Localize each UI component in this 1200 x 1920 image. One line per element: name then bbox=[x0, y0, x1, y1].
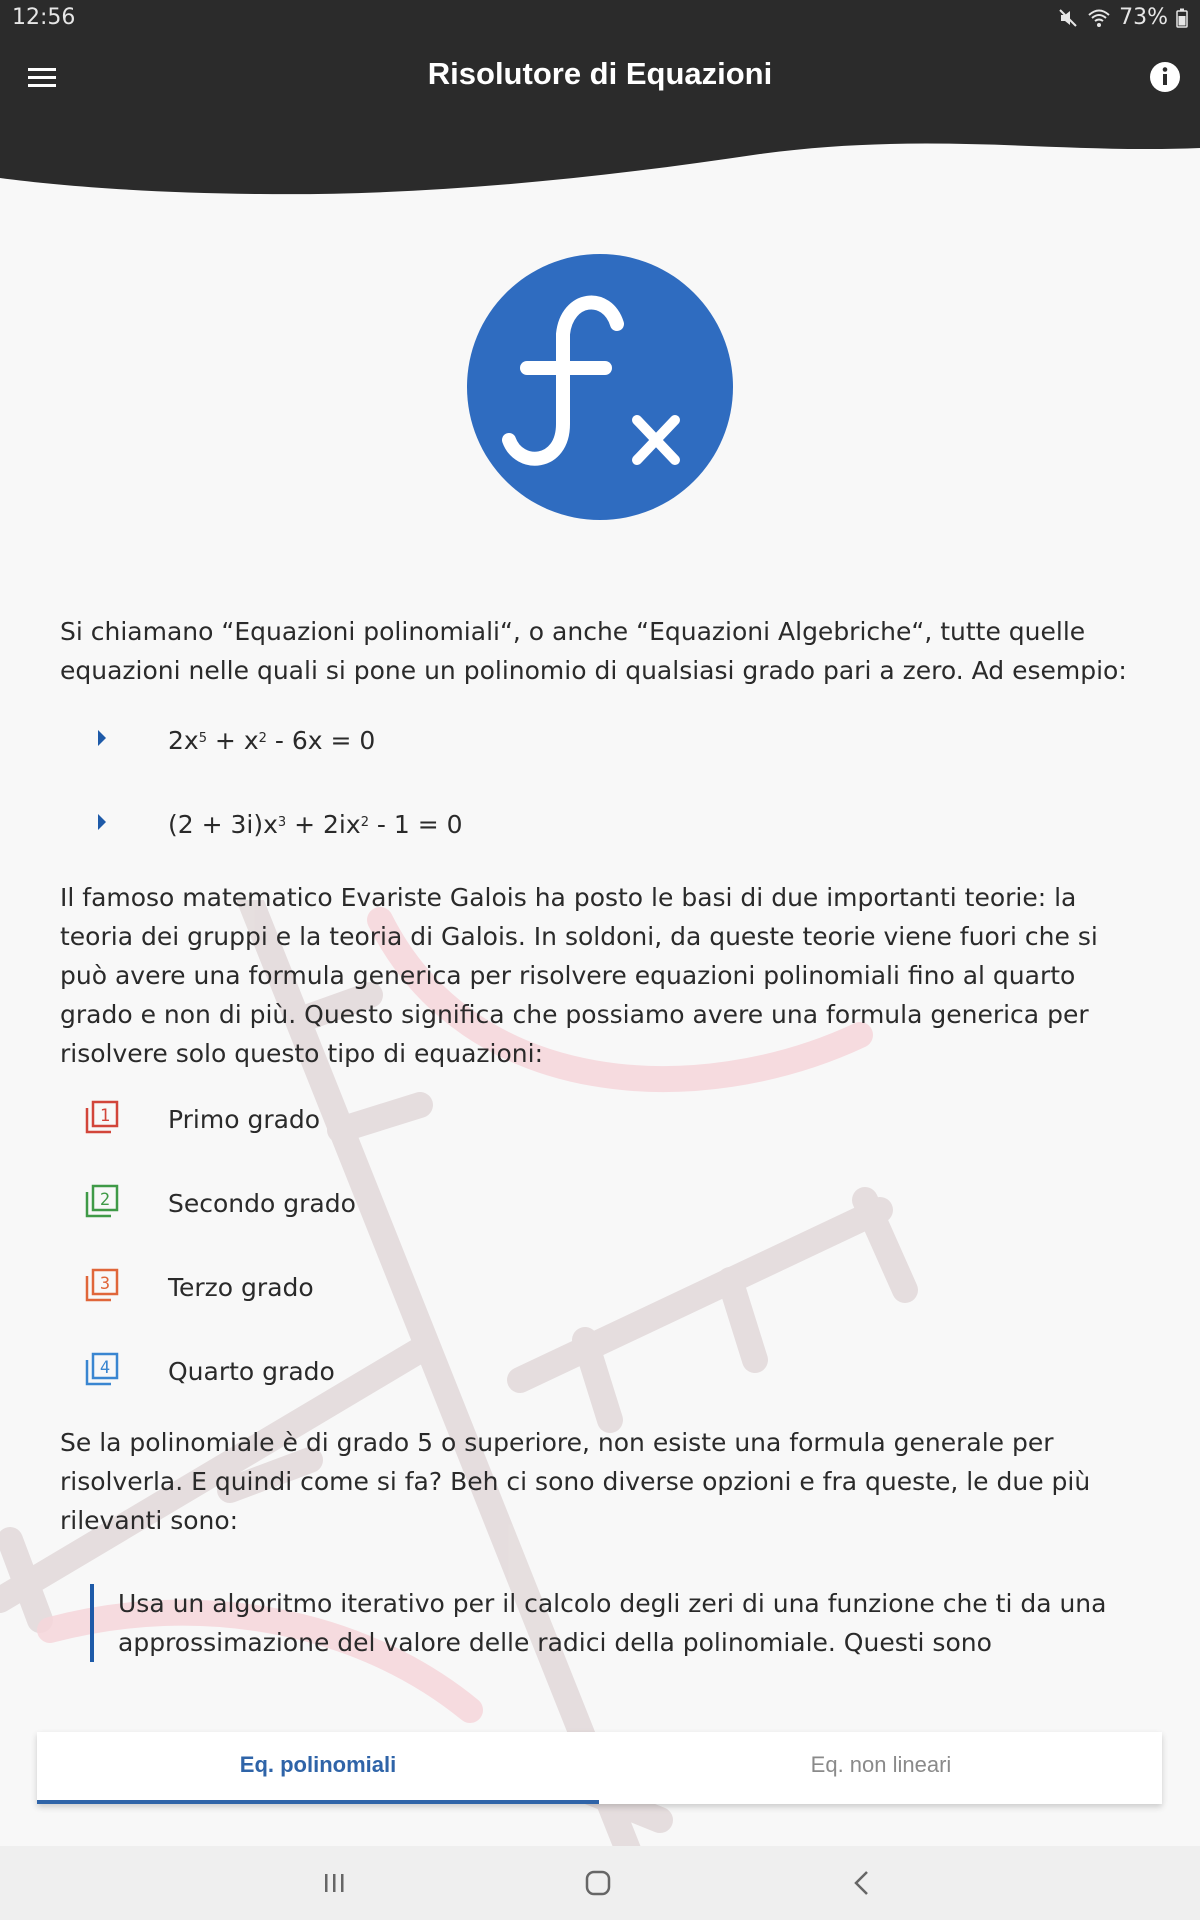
example-equation bbox=[60, 698, 1145, 782]
equation-text: $2x^5 + x^2 - 6x = 0$ bbox=[168, 725, 376, 755]
degree-label: Terzo grado bbox=[168, 1272, 314, 1302]
triangle-bullet-icon bbox=[98, 730, 106, 746]
degree-item bbox=[60, 1161, 1145, 1245]
home-icon[interactable] bbox=[578, 1866, 618, 1900]
status-icons bbox=[1057, 5, 1188, 30]
recent-apps-icon[interactable] bbox=[314, 1866, 354, 1900]
degree-label: Primo grado bbox=[168, 1104, 321, 1134]
blockquote-text: Usa un algoritmo iterativo per il calcolo degli zeri di una funzione che ti da una approssimazione del valore delle radici della polinomiale. Questi sono bbox=[118, 1589, 1107, 1657]
tab-bar bbox=[37, 1732, 1162, 1804]
tab-eq-non-lineari[interactable]: Eq. non lineari bbox=[810, 1752, 952, 1777]
status-bar bbox=[0, 0, 1200, 36]
blockquote bbox=[90, 1584, 1145, 1662]
example-equation bbox=[60, 782, 1145, 866]
article-content bbox=[60, 612, 1145, 1662]
battery-percent: 73% bbox=[1119, 5, 1168, 30]
back-icon[interactable] bbox=[842, 1866, 882, 1900]
svg-text:2: 2 bbox=[99, 1190, 111, 1210]
galois-paragraph: Il famoso matematico Evariste Galois ha posto le basi di due importanti teorie: la teoria dei gruppi e la teoria di Galois. In soldoni, da queste teorie viene fuori che si può avere una formula generica per risolvere equazioni polinomiali fino al quarto grado e non di più. Questo significa che possiamo avere una formula generica per risolvere solo questo tipo di equazioni: bbox=[60, 883, 1098, 1068]
number-2-box-icon bbox=[84, 1183, 120, 1219]
svg-text:4: 4 bbox=[99, 1358, 111, 1378]
degree-label: Secondo grado bbox=[168, 1188, 356, 1218]
svg-text:3: 3 bbox=[99, 1274, 111, 1294]
number-4-box-icon bbox=[84, 1351, 120, 1387]
battery-icon bbox=[1176, 8, 1188, 28]
fifth-degree-paragraph: Se la polinomiale è di grado 5 o superiore, non esiste una formula generale per risolverla. E quindi come si fa? Beh ci sono diverse opzioni e fra queste, le due più rilevanti sono: bbox=[60, 1428, 1091, 1535]
tab-eq-polinomiali[interactable]: Eq. polinomiali bbox=[239, 1752, 397, 1777]
app-title: Risolutore di Equazioni bbox=[427, 56, 773, 91]
svg-text:1: 1 bbox=[99, 1106, 111, 1126]
intro-paragraph: Si chiamano “Equazioni polinomiali“, o anche “Equazioni Algebriche“, tutte quelle equazioni nelle quali si pone un polinomio di qualsiasi grado pari a zero. Ad esempio: bbox=[60, 617, 1127, 685]
function-fx-icon bbox=[467, 254, 733, 520]
info-icon[interactable] bbox=[1148, 60, 1182, 94]
status-time: 12:56 bbox=[12, 5, 76, 30]
degree-item bbox=[60, 1329, 1145, 1413]
degree-label: Quarto grado bbox=[168, 1356, 335, 1386]
system-nav-bar bbox=[0, 1846, 1200, 1920]
tab-selected-indicator bbox=[37, 1800, 599, 1804]
number-1-box-icon bbox=[84, 1099, 120, 1135]
degree-item bbox=[60, 1077, 1145, 1161]
mute-icon bbox=[1057, 7, 1079, 29]
equation-text: $(2 + 3i)x^3 + 2ix^2 - 1 = 0$ bbox=[168, 809, 463, 839]
number-3-box-icon bbox=[84, 1267, 120, 1303]
triangle-bullet-icon bbox=[98, 814, 106, 830]
degree-item bbox=[60, 1245, 1145, 1329]
wifi-icon bbox=[1087, 7, 1111, 29]
